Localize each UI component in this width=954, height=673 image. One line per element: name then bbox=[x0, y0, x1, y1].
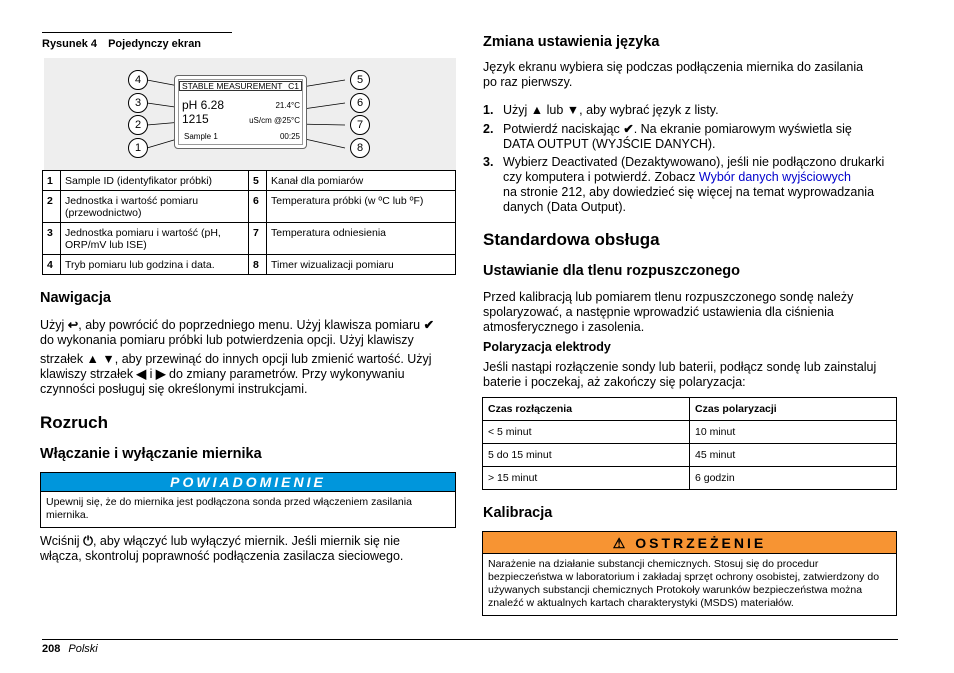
page-footer bbox=[42, 643, 98, 655]
figure-legend-table bbox=[42, 170, 456, 275]
notice-body: Upewnij się, że do miernika jest podłączona sonda przed włączeniem zasilania miernika. bbox=[46, 496, 412, 521]
language-intro: Język ekranu wybiera się podczas podłączenia miernika do zasilania po raz pierwszy. bbox=[483, 60, 864, 89]
meter-display bbox=[174, 75, 307, 149]
table-header-row: Czas rozłączenia Czas polaryzacji bbox=[483, 398, 897, 421]
arrow-left-icon: ◀ bbox=[136, 367, 147, 381]
arrow-up-icon: ▲ bbox=[86, 352, 99, 366]
table-row: > 15 minut 6 godzin bbox=[483, 467, 897, 490]
arrow-down-icon: ▼ bbox=[566, 103, 580, 117]
do-paragraph: Przed kalibracją lub pomiarem tlenu rozpuszczonego sondę należy spolaryzować, a następnie wprowadzić ustawienia dla ciśnienia atmosferycznego i zasolenia. bbox=[483, 290, 854, 334]
figure-number: Rysunek 4 bbox=[42, 38, 98, 50]
warning-body: Narażenie na działanie substancji chemicznych. Stosuj się do procedur bezpieczeństwa w laboratorium i zakładaj sprzęt ochrony osobistej, zatwierdzony do używanych substancji chemicznych Protokoły warunków bezpieczeństwa można znaleźć w aktualnych kartach charakterystyki (MSDS) materiałów. bbox=[488, 558, 880, 609]
ph-value: pH 6.28 bbox=[182, 98, 225, 112]
callout-4: 4 bbox=[128, 70, 148, 90]
timer-value: 00:25 bbox=[279, 132, 300, 141]
figure-title: Pojedynczy ekran bbox=[108, 38, 202, 50]
channel-text: C1 bbox=[288, 81, 299, 91]
callout-6: 6 bbox=[350, 93, 370, 113]
table-row: 2 Jednostka i wartość pomiaru (przewodnictwo) 6 Temperatura próbki (w ºC lub ºF) bbox=[43, 191, 456, 223]
callout-8: 8 bbox=[350, 138, 370, 158]
calibration-heading: Kalibracja bbox=[483, 505, 553, 521]
arrow-up-icon: ▲ bbox=[530, 103, 544, 117]
power-paragraph: Wciśnij ⏻, aby włączyć lub wyłączyć miernik. Jeśli miernik się nie włącza, skontroluj poprawność podłączenia zasilacza sieciowego. bbox=[40, 534, 404, 563]
notice-box bbox=[40, 472, 456, 528]
warning-icon: ⚠ bbox=[612, 535, 629, 551]
arrow-right-icon: ▶ bbox=[155, 367, 166, 381]
status-text: STABLE MEASUREMENT bbox=[182, 81, 283, 91]
do-heading: Ustawianie dla tlenu rozpuszczonego bbox=[483, 263, 741, 279]
warning-box bbox=[482, 531, 897, 616]
power-heading: Włączanie i wyłączanie miernika bbox=[40, 446, 262, 462]
table-row: 5 do 15 minut 45 minut bbox=[483, 444, 897, 467]
unit-value: uS/cm @25°C bbox=[249, 116, 300, 125]
footer-divider bbox=[42, 639, 898, 640]
language-steps: 1. Użyj ▲ lub ▼, aby wybrać język z listy. 2. Potwierdź naciskając ✔. Na ekranie pomiarowym wyświetla się DATA OUTPUT (WYJŚCIE DANYCH). 3. Wybierz Deactivated (Dezaktywowano), jeśli nie podłączono drukarki czy komputera i potwierdź. Zobacz Wybór danych wyjściowych na stronie 212, aby dowiedzieć się więcej na temat wyprowadzania danych (Data Output). bbox=[483, 103, 885, 214]
arrow-down-icon: ▼ bbox=[102, 352, 115, 366]
checkmark-icon: ✔ bbox=[623, 122, 634, 136]
table-row: 4 Tryb pomiaru lub godzina i data. 8 Timer wizualizacji pomiaru bbox=[43, 255, 456, 275]
callout-1: 1 bbox=[128, 138, 148, 158]
table-row: 3 Jednostka pomiaru i wartość (pH, ORP/mV lub ISE) 7 Temperatura odniesienia bbox=[43, 223, 456, 255]
status-bar bbox=[179, 81, 302, 91]
standard-heading: Standardowa obsługa bbox=[483, 230, 660, 249]
table-row: < 5 minut 10 minut bbox=[483, 421, 897, 444]
output-link[interactable]: Wybór danych wyjściowych bbox=[698, 170, 851, 184]
nav-heading: Nawigacja bbox=[40, 290, 111, 306]
back-icon: ↩ bbox=[67, 318, 79, 332]
callout-3: 3 bbox=[128, 93, 148, 113]
checkmark-icon: ✔ bbox=[423, 318, 435, 332]
sample-id: Sample 1 bbox=[184, 132, 218, 141]
callout-2: 2 bbox=[128, 115, 148, 135]
polarization-paragraph: Jeśli nastąpi rozłączenie sondy lub baterii, podłącz sondę lub zainstaluj baterie i poczekaj, aż zakończy się polaryzacja: bbox=[483, 360, 877, 389]
screen-figure bbox=[44, 58, 456, 170]
callout-7: 7 bbox=[350, 115, 370, 135]
page-number: 208 bbox=[42, 643, 61, 655]
temperature-value: 21.4°C bbox=[275, 101, 300, 110]
table-row: 1 Sample ID (identyfikator próbki) 5 Kanał dla pomiarów bbox=[43, 171, 456, 191]
callout-5: 5 bbox=[350, 70, 370, 90]
power-icon: ⏻ bbox=[83, 534, 93, 548]
polarization-table bbox=[482, 397, 897, 490]
figure-caption bbox=[42, 32, 232, 50]
polarization-heading: Polaryzacja elektrody bbox=[483, 340, 611, 354]
nav-paragraph: Użyj ↩, aby powrócić do poprzedniego menu. Użyj klawisza pomiaru ✔ do wykonania pomiaru próbki lub potwierdzenia opcji. Użyj klawiszy strzałek ▲ ▼, aby przewinąć do innych opcji lub zmienić wartość. Użyj klawiszy strzałek ◀ i ▶ do zmiany parametrów. Przy wykonywaniu czynności posługuj się określonymi instrukcjami. bbox=[40, 318, 435, 396]
warning-header: ⚠ OSTRZEŻENIE bbox=[483, 532, 896, 554]
language-heading: Zmiana ustawienia języka bbox=[483, 34, 660, 50]
notice-header: POWIADOMIENIE bbox=[41, 473, 455, 492]
startup-heading: Rozruch bbox=[40, 413, 108, 432]
footer-language: Polski bbox=[68, 643, 98, 655]
conductivity-value: 1215 bbox=[182, 112, 209, 126]
